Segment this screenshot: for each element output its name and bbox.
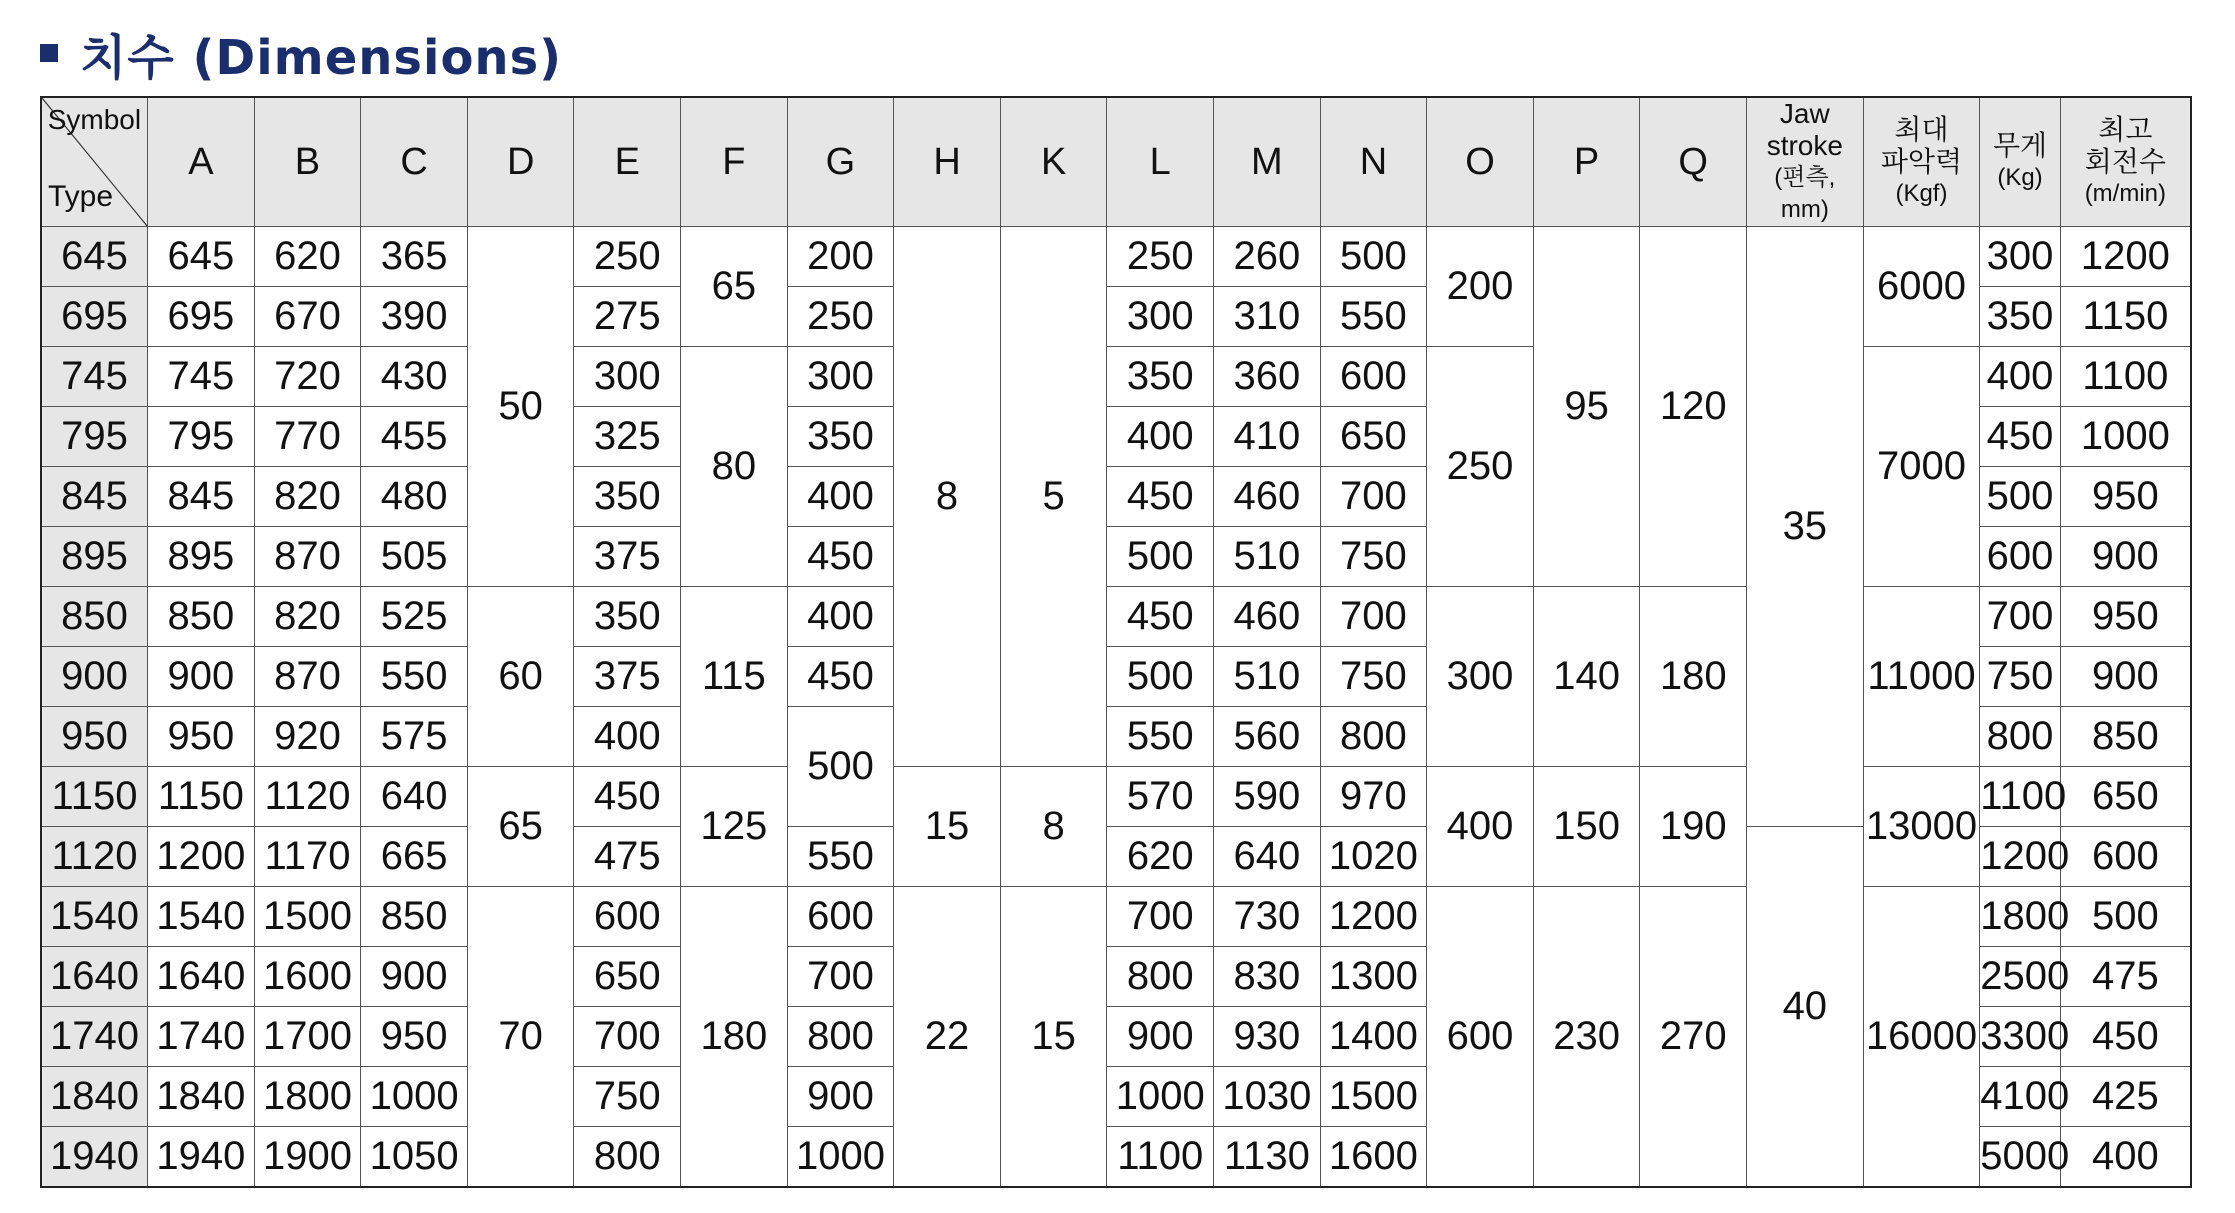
- f-cell: 180: [681, 887, 788, 1188]
- table-row: [41, 587, 2191, 647]
- c-cell: 1000: [361, 1067, 468, 1127]
- type-cell: 1740: [41, 1007, 148, 1067]
- n-cell: 700: [1320, 587, 1427, 647]
- d-cell: 70: [467, 887, 574, 1188]
- e-cell: 650: [574, 947, 681, 1007]
- e-cell: 275: [574, 287, 681, 347]
- c-cell: 505: [361, 527, 468, 587]
- type-cell: 795: [41, 407, 148, 467]
- l-cell: 250: [1107, 227, 1214, 287]
- l-cell: 800: [1107, 947, 1214, 1007]
- a-cell: 1940: [148, 1127, 255, 1188]
- max-grip-force-line2: 파악력: [1880, 146, 1963, 177]
- g-cell: 250: [787, 287, 894, 347]
- weight-cell: 400: [1980, 347, 2060, 407]
- n-cell: 1600: [1320, 1127, 1427, 1188]
- max-rpm-line2: 회전수: [2084, 146, 2166, 177]
- corner-symbol-label: Symbol: [47, 104, 142, 135]
- g-cell: 800: [787, 1007, 894, 1067]
- e-cell: 600: [574, 887, 681, 947]
- e-cell: 700: [574, 1007, 681, 1067]
- m-cell: 260: [1214, 227, 1321, 287]
- m-cell: 360: [1214, 347, 1321, 407]
- grip-force-cell: 16000: [1863, 887, 1980, 1188]
- g-cell: 1000: [787, 1127, 894, 1188]
- e-cell: 350: [574, 467, 681, 527]
- p-cell: 150: [1533, 767, 1640, 887]
- m-cell: 310: [1214, 287, 1321, 347]
- q-cell: 190: [1640, 767, 1747, 887]
- header-weight: [1980, 97, 2060, 227]
- o-cell: 400: [1427, 767, 1534, 887]
- g-cell: 500: [787, 707, 894, 827]
- c-cell: 525: [361, 587, 468, 647]
- l-cell: 570: [1107, 767, 1214, 827]
- l-cell: 450: [1107, 467, 1214, 527]
- g-cell: 350: [787, 407, 894, 467]
- header-jaw-stroke: [1747, 97, 1864, 227]
- header-e: E: [574, 97, 681, 227]
- m-cell: 1130: [1214, 1127, 1321, 1188]
- type-cell: 850: [41, 587, 148, 647]
- o-cell: 600: [1427, 887, 1534, 1188]
- header-l: L: [1107, 97, 1214, 227]
- f-cell: 115: [681, 587, 788, 767]
- q-cell: 120: [1640, 227, 1747, 587]
- grip-force-cell: 13000: [1863, 767, 1980, 887]
- d-cell: 50: [467, 227, 574, 587]
- weight-cell: 500: [1980, 467, 2060, 527]
- g-cell: 900: [787, 1067, 894, 1127]
- o-cell: 200: [1427, 227, 1534, 347]
- n-cell: 1020: [1320, 827, 1427, 887]
- weight-cell: 800: [1980, 707, 2060, 767]
- rpm-cell: 1000: [2060, 407, 2191, 467]
- header-c: C: [361, 97, 468, 227]
- n-cell: 550: [1320, 287, 1427, 347]
- weight-cell: 1800: [1980, 887, 2060, 947]
- jaw-stroke-cell: 40: [1747, 827, 1864, 1188]
- e-cell: 450: [574, 767, 681, 827]
- c-cell: 950: [361, 1007, 468, 1067]
- g-cell: 450: [787, 527, 894, 587]
- type-cell: 645: [41, 227, 148, 287]
- p-cell: 95: [1533, 227, 1640, 587]
- dimensions-table: [40, 96, 2192, 1188]
- c-cell: 390: [361, 287, 468, 347]
- weight-cell: 1200: [1980, 827, 2060, 887]
- max-rpm-line1: 최고: [2098, 114, 2153, 145]
- b-cell: 720: [254, 347, 361, 407]
- table-row: [41, 887, 2191, 947]
- weight-cell: 5000: [1980, 1127, 2060, 1188]
- e-cell: 300: [574, 347, 681, 407]
- b-cell: 920: [254, 707, 361, 767]
- b-cell: 820: [254, 467, 361, 527]
- weight-cell: 4100: [1980, 1067, 2060, 1127]
- k-cell: 15: [1000, 887, 1107, 1188]
- page-title: 치수 (Dimensions): [80, 29, 563, 86]
- d-cell: 60: [467, 587, 574, 767]
- weight-cell: 350: [1980, 287, 2060, 347]
- l-cell: 350: [1107, 347, 1214, 407]
- f-cell: 80: [681, 347, 788, 587]
- o-cell: 300: [1427, 587, 1534, 767]
- a-cell: 1540: [148, 887, 255, 947]
- type-cell: 1150: [41, 767, 148, 827]
- rpm-cell: 900: [2060, 647, 2191, 707]
- e-cell: 325: [574, 407, 681, 467]
- d-cell: 65: [467, 767, 574, 887]
- k-cell: 5: [1000, 227, 1107, 767]
- a-cell: 895: [148, 527, 255, 587]
- header-m: M: [1214, 97, 1321, 227]
- weight-cell: 700: [1980, 587, 2060, 647]
- c-cell: 430: [361, 347, 468, 407]
- header-o: O: [1427, 97, 1534, 227]
- m-cell: 830: [1214, 947, 1321, 1007]
- rpm-cell: 950: [2060, 467, 2191, 527]
- n-cell: 1200: [1320, 887, 1427, 947]
- rpm-cell: 425: [2060, 1067, 2191, 1127]
- g-cell: 300: [787, 347, 894, 407]
- p-cell: 140: [1533, 587, 1640, 767]
- m-cell: 460: [1214, 467, 1321, 527]
- b-cell: 620: [254, 227, 361, 287]
- rpm-cell: 850: [2060, 707, 2191, 767]
- table-row: [41, 767, 2191, 827]
- header-row: [41, 97, 2191, 227]
- c-cell: 550: [361, 647, 468, 707]
- h-cell: 15: [894, 767, 1001, 887]
- b-cell: 820: [254, 587, 361, 647]
- rpm-cell: 1200: [2060, 227, 2191, 287]
- n-cell: 650: [1320, 407, 1427, 467]
- weight-cell: 750: [1980, 647, 2060, 707]
- max-rpm-unit: (m/min): [2084, 180, 2167, 207]
- l-cell: 450: [1107, 587, 1214, 647]
- table-row: [41, 227, 2191, 287]
- header-a: A: [148, 97, 255, 227]
- l-cell: 1100: [1107, 1127, 1214, 1188]
- rpm-cell: 450: [2060, 1007, 2191, 1067]
- grip-force-cell: 7000: [1863, 347, 1980, 587]
- a-cell: 695: [148, 287, 255, 347]
- weight-unit: (Kg): [1997, 164, 2043, 191]
- grip-force-cell: 11000: [1863, 587, 1980, 767]
- corner-type-label: Type: [48, 180, 114, 213]
- c-cell: 455: [361, 407, 468, 467]
- q-cell: 270: [1640, 887, 1747, 1188]
- a-cell: 1200: [148, 827, 255, 887]
- n-cell: 750: [1320, 527, 1427, 587]
- l-cell: 300: [1107, 287, 1214, 347]
- l-cell: 550: [1107, 707, 1214, 767]
- l-cell: 500: [1107, 527, 1214, 587]
- c-cell: 850: [361, 887, 468, 947]
- g-cell: 200: [787, 227, 894, 287]
- a-cell: 1150: [148, 767, 255, 827]
- rpm-cell: 475: [2060, 947, 2191, 1007]
- m-cell: 730: [1214, 887, 1321, 947]
- b-cell: 670: [254, 287, 361, 347]
- n-cell: 970: [1320, 767, 1427, 827]
- m-cell: 930: [1214, 1007, 1321, 1067]
- rpm-cell: 1150: [2060, 287, 2191, 347]
- rpm-cell: 950: [2060, 587, 2191, 647]
- g-cell: 700: [787, 947, 894, 1007]
- weight-cell: 3300: [1980, 1007, 2060, 1067]
- g-cell: 400: [787, 587, 894, 647]
- jaw-stroke-line2: stroke: [1766, 130, 1843, 161]
- e-cell: 375: [574, 527, 681, 587]
- type-cell: 1840: [41, 1067, 148, 1127]
- type-cell: 1640: [41, 947, 148, 1007]
- e-cell: 375: [574, 647, 681, 707]
- header-max-grip-force: [1863, 97, 1980, 227]
- header-d: D: [467, 97, 574, 227]
- rpm-cell: 1100: [2060, 347, 2191, 407]
- e-cell: 350: [574, 587, 681, 647]
- type-cell: 845: [41, 467, 148, 527]
- l-cell: 500: [1107, 647, 1214, 707]
- b-cell: 1800: [254, 1067, 361, 1127]
- type-cell: 900: [41, 647, 148, 707]
- n-cell: 1400: [1320, 1007, 1427, 1067]
- k-cell: 8: [1000, 767, 1107, 887]
- m-cell: 510: [1214, 647, 1321, 707]
- type-cell: 1540: [41, 887, 148, 947]
- g-cell: 450: [787, 647, 894, 707]
- m-cell: 640: [1214, 827, 1321, 887]
- c-cell: 665: [361, 827, 468, 887]
- jaw-stroke-unit: (편측, mm): [1774, 164, 1836, 223]
- header-k: K: [1000, 97, 1107, 227]
- e-cell: 250: [574, 227, 681, 287]
- header-max-rpm: [2060, 97, 2191, 227]
- header-b: B: [254, 97, 361, 227]
- l-cell: 700: [1107, 887, 1214, 947]
- type-cell: 1940: [41, 1127, 148, 1188]
- m-cell: 510: [1214, 527, 1321, 587]
- weight-cell: 600: [1980, 527, 2060, 587]
- max-grip-force-line1: 최대: [1894, 114, 1949, 145]
- table-row: [41, 347, 2191, 407]
- b-cell: 1500: [254, 887, 361, 947]
- m-cell: 1030: [1214, 1067, 1321, 1127]
- b-cell: 1170: [254, 827, 361, 887]
- weight-line1: 무게: [1992, 130, 2048, 161]
- weight-cell: 2500: [1980, 947, 2060, 1007]
- rpm-cell: 500: [2060, 887, 2191, 947]
- c-cell: 900: [361, 947, 468, 1007]
- a-cell: 850: [148, 587, 255, 647]
- o-cell: 250: [1427, 347, 1534, 587]
- jaw-stroke-cell: 35: [1747, 227, 1864, 827]
- type-cell: 1120: [41, 827, 148, 887]
- header-f: F: [681, 97, 788, 227]
- b-cell: 870: [254, 647, 361, 707]
- b-cell: 1600: [254, 947, 361, 1007]
- n-cell: 1500: [1320, 1067, 1427, 1127]
- a-cell: 900: [148, 647, 255, 707]
- a-cell: 1840: [148, 1067, 255, 1127]
- type-cell: 895: [41, 527, 148, 587]
- a-cell: 745: [148, 347, 255, 407]
- c-cell: 640: [361, 767, 468, 827]
- g-cell: 550: [787, 827, 894, 887]
- p-cell: 230: [1533, 887, 1640, 1188]
- type-cell: 950: [41, 707, 148, 767]
- b-cell: 1900: [254, 1127, 361, 1188]
- f-cell: 125: [681, 767, 788, 887]
- jaw-stroke-line1: Jaw: [1779, 98, 1830, 129]
- a-cell: 1640: [148, 947, 255, 1007]
- a-cell: 845: [148, 467, 255, 527]
- rpm-cell: 650: [2060, 767, 2191, 827]
- b-cell: 1120: [254, 767, 361, 827]
- n-cell: 600: [1320, 347, 1427, 407]
- header-n: N: [1320, 97, 1427, 227]
- n-cell: 800: [1320, 707, 1427, 767]
- a-cell: 795: [148, 407, 255, 467]
- weight-cell: 450: [1980, 407, 2060, 467]
- rpm-cell: 400: [2060, 1127, 2191, 1188]
- weight-cell: 1100: [1980, 767, 2060, 827]
- a-cell: 950: [148, 707, 255, 767]
- e-cell: 750: [574, 1067, 681, 1127]
- a-cell: 1740: [148, 1007, 255, 1067]
- g-cell: 600: [787, 887, 894, 947]
- e-cell: 800: [574, 1127, 681, 1188]
- n-cell: 1300: [1320, 947, 1427, 1007]
- h-cell: 8: [894, 227, 1001, 767]
- type-cell: 695: [41, 287, 148, 347]
- header-q: Q: [1640, 97, 1747, 227]
- m-cell: 410: [1214, 407, 1321, 467]
- grip-force-cell: 6000: [1863, 227, 1980, 347]
- b-cell: 870: [254, 527, 361, 587]
- l-cell: 1000: [1107, 1067, 1214, 1127]
- n-cell: 750: [1320, 647, 1427, 707]
- section-title: [40, 18, 562, 88]
- n-cell: 700: [1320, 467, 1427, 527]
- m-cell: 590: [1214, 767, 1321, 827]
- title-square-bullet: [40, 44, 58, 62]
- l-cell: 900: [1107, 1007, 1214, 1067]
- b-cell: 1700: [254, 1007, 361, 1067]
- header-h: H: [894, 97, 1001, 227]
- rpm-cell: 900: [2060, 527, 2191, 587]
- type-cell: 745: [41, 347, 148, 407]
- c-cell: 480: [361, 467, 468, 527]
- n-cell: 500: [1320, 227, 1427, 287]
- max-grip-force-unit: (Kgf): [1895, 180, 1948, 207]
- h-cell: 22: [894, 887, 1001, 1188]
- c-cell: 1050: [361, 1127, 468, 1188]
- symbol-type-corner-header: [41, 97, 148, 227]
- c-cell: 575: [361, 707, 468, 767]
- g-cell: 400: [787, 467, 894, 527]
- c-cell: 365: [361, 227, 468, 287]
- header-g: G: [787, 97, 894, 227]
- f-cell: 65: [681, 227, 788, 347]
- header-p: P: [1533, 97, 1640, 227]
- m-cell: 560: [1214, 707, 1321, 767]
- rpm-cell: 600: [2060, 827, 2191, 887]
- a-cell: 645: [148, 227, 255, 287]
- weight-cell: 300: [1980, 227, 2060, 287]
- l-cell: 620: [1107, 827, 1214, 887]
- e-cell: 400: [574, 707, 681, 767]
- b-cell: 770: [254, 407, 361, 467]
- q-cell: 180: [1640, 587, 1747, 767]
- e-cell: 475: [574, 827, 681, 887]
- m-cell: 460: [1214, 587, 1321, 647]
- l-cell: 400: [1107, 407, 1214, 467]
